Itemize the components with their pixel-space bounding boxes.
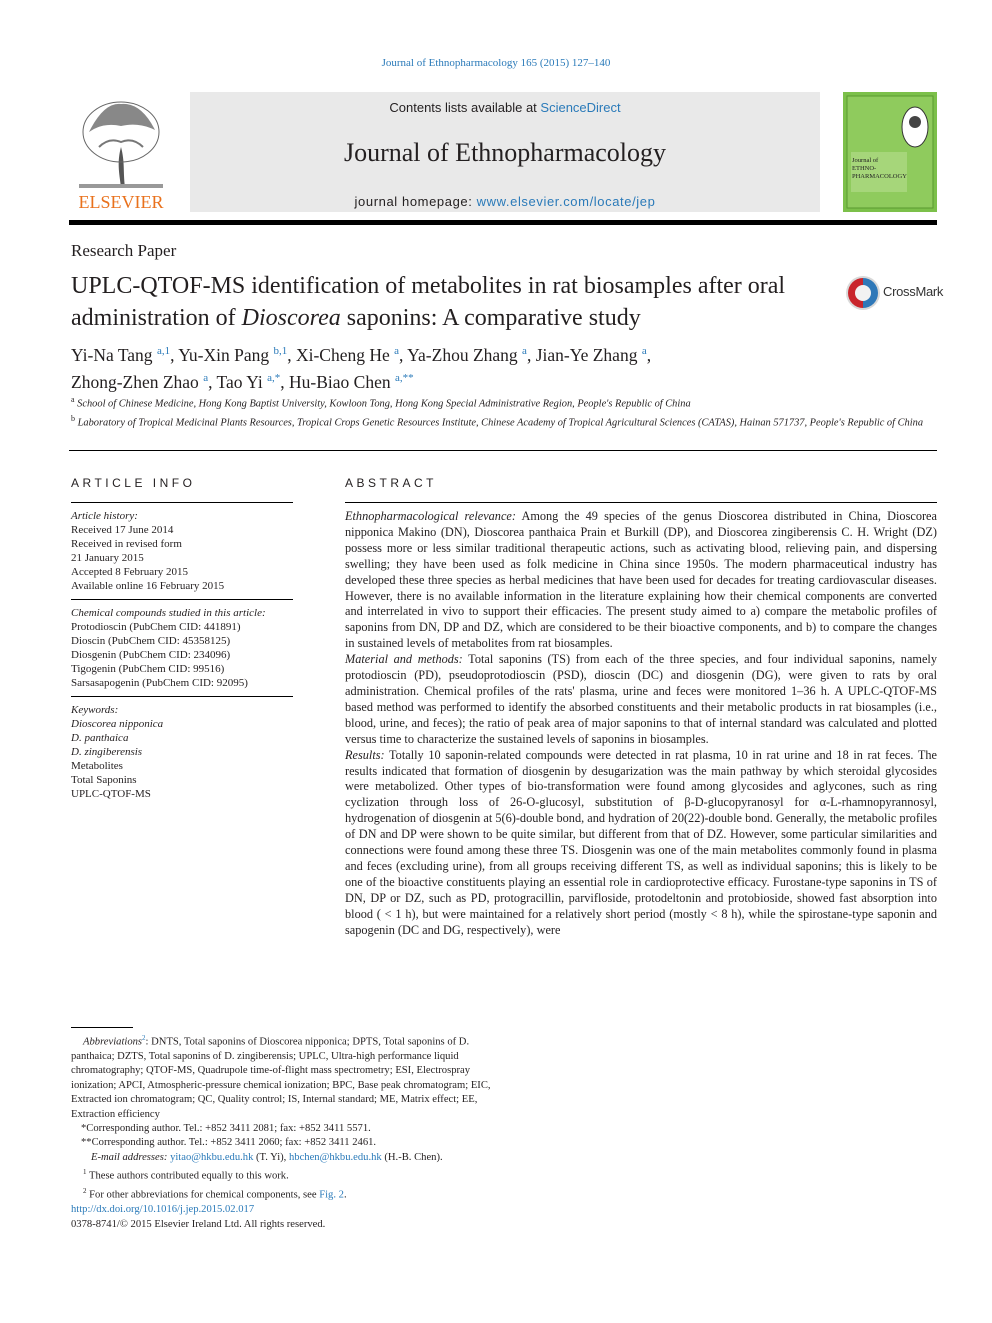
author-name[interactable]: Hu-Biao Chen	[289, 371, 391, 392]
doi-block	[71, 1203, 491, 1232]
header-rule	[69, 220, 937, 225]
affiliation-a: $^a$ School of Chinese Medicine, Hong Kong Baptist University, Kowloon Tong, Hong Kong Special Administrative Region, People's Republic of China	[71, 395, 691, 410]
sciencedirect-link[interactable]: ScienceDirect	[540, 100, 621, 115]
footnote-1: $^1$ These authors contributed equally to this work.	[83, 1168, 289, 1182]
article-title: UPLC-QTOF-MS identification of metabolites in rat biosamples after oral administration of Dioscorea saponins: A comparative study	[71, 273, 786, 331]
email-addresses: E-mail addresses: yitao@hkbu.edu.hk (T. Yi), hbchen@hkbu.edu.hk (H.-B. Chen).	[91, 1151, 443, 1163]
author-name[interactable]: Yi-Na Tang	[71, 344, 153, 365]
cover-line-1: Journal of	[852, 157, 879, 164]
keywords-label: Keywords:	[71, 704, 119, 716]
fig2-link[interactable]: Fig. 2	[319, 1189, 344, 1201]
abstract-methods: Material and methods: Total saponins (TS) from each of the three species, and four individual saponins, namely protodioscin (PD), pseudoprotodioscin (PSD), dioscin (DC) and diosgenin (DG), were given to rats by oral administration. Chemical profiles of the rats' plasma, urine and feces were monitored 1–36 h. A UPLC-QTOF-MS based method was performed to identify the absorbed constituents and their metabolic products in rat biosamples (i.e., blood, urine, and feces); the ratio of peak area of major saponins to that of internal standard was calculated and plotted versus time to characterize the sustained levels of saponins in biosamples.	[345, 652, 937, 746]
compounds-label: Chemical compounds studied in this article:	[71, 607, 266, 619]
compound-item: Protodioscin (PubChem CID: 441891)	[71, 621, 241, 633]
contents-line: Contents lists available at ScienceDirect	[389, 100, 621, 115]
history-item: Received 17 June 2014	[71, 524, 174, 536]
abstract-relevance: Ethnopharmacological relevance: Among the 49 species of the genus Dioscorea distributed in China, Dioscorea nipponica Makino (DN), Dioscorea panthaica Prain et Burkill (DP), and Dioscorea zingiberensis C. H. Wright (DZ) possess more or less similar traditional therapeutic actions, such as activating blood, relieving pain, and dispersing swelling; they have been used as folk medicine in China since 1950s. The modern pharmaceutical industry has developed these three species as herbal medicines that have been used for decades for treating cardiovascular diseases. However, there is no available information in the literature explaining how their chemical components are converted and interrelated in vivo to support their efficacies. The present study aimed to a) compare the metabolic profiles of saponins from DN, DP and DZ, which are considered to be their bioactive components, and b) to compare the changes in sustained levels of metabolites from rat biosamples.	[345, 509, 937, 651]
article-info-heading: ARTICLE INFO	[71, 476, 196, 490]
history-item: Accepted 8 February 2015	[71, 566, 188, 578]
author-name[interactable]: Xi-Cheng He	[295, 344, 390, 365]
crossmark-label: CrossMark	[883, 284, 944, 299]
section-rule	[69, 450, 937, 451]
history-item: 21 January 2015	[71, 552, 144, 564]
doi-link[interactable]: http://dx.doi.org/10.1016/j.jep.2015.02.017	[71, 1204, 255, 1215]
history-item: Received in revised form	[71, 538, 182, 550]
crossmark-badge[interactable]	[845, 275, 944, 311]
keyword-item: Dioscorea nipponica	[71, 718, 164, 730]
keyword-item: Metabolites	[71, 760, 123, 772]
keyword-item: Total Saponins	[71, 774, 137, 786]
article-type: Research Paper	[71, 241, 177, 260]
author-name[interactable]: Ya-Zhou Zhang	[407, 344, 518, 365]
footnotes	[71, 1027, 491, 1203]
cover-line-3: PHARMACOLOGY	[852, 173, 907, 180]
article-info	[71, 476, 293, 801]
email-link-yi[interactable]: yitao@hkbu.edu.hk	[170, 1151, 254, 1163]
journal-cover-thumbnail[interactable]	[843, 92, 937, 212]
compound-item: Sarsasapogenin (PubChem CID: 92095)	[71, 677, 248, 689]
keyword-item: D. panthaica	[71, 732, 129, 744]
footnote-2: $^2$ For other abbreviations for chemical components, see Fig. 2.	[83, 1187, 347, 1201]
author-name[interactable]: Jian-Ye Zhang	[535, 344, 638, 365]
keyword-item: D. zingiberensis	[71, 746, 143, 758]
compound-item: Diosgenin (PubChem CID: 234096)	[71, 649, 231, 661]
author-name[interactable]: Yu-Xin Pang	[178, 344, 270, 365]
keyword-item: UPLC-QTOF-MS	[71, 788, 151, 800]
cover-line-2: ETHNO-	[852, 165, 877, 172]
copyright: 0378-8741/© 2015 Elsevier Ireland Ltd. All rights reserved.	[71, 1218, 326, 1230]
elsevier-tree-logo	[69, 92, 173, 212]
author-name[interactable]: Tao Yi	[216, 371, 263, 392]
crossmark-icon	[845, 275, 881, 311]
journal-citation[interactable]: Journal of Ethnopharmacology 165 (2015) 127–140	[381, 57, 611, 69]
compound-item: Dioscin (PubChem CID: 45358125)	[71, 635, 231, 647]
email-link-chen[interactable]: hbchen@hkbu.edu.hk	[288, 1151, 382, 1163]
affiliations	[71, 393, 931, 431]
affiliation-b: $^b$ Laboratory of Tropical Medicinal Plants Resources, Tropical Crops Genetic Resources Institute, Chinese Academy of Tropical Agricultural Sciences (CATAS), Hainan 571737, People's Republic of China	[71, 413, 924, 429]
corresponding-author-1: *Corresponding author. Tel.: +852 3411 2081; fax: +852 3411 5571.	[81, 1122, 371, 1134]
journal-homepage: journal homepage: www.elsevier.com/locate/jep	[354, 194, 656, 209]
abbreviations-footnote: Abbreviations$^2$: DNTS, Total saponins of Dioscorea nipponica; DPTS, Total saponins of D. panthaica; DZTS, Total saponins of D. zingiberensis; UPLC, Ultra-high performance liquid chromatography; QTOF-MS, Quadrupole time-of-flight mass spectrometry; ESI, Electrospray ionization; APCI, Atmospheric-pressure chemical ionization; BPC, Base peak chromatogram; EIC, Extracted ion chromatogram; QC, Quality control; IS, Internal standard; ME, Matrix effect; EE, Extraction efficiency	[71, 1034, 491, 1120]
homepage-link[interactable]: www.elsevier.com/locate/jep	[476, 194, 656, 209]
compound-item: Tigogenin (PubChem CID: 99516)	[71, 663, 225, 675]
abstract-results: Results: Totally 10 saponin-related compounds were detected in rat plasma, 10 in rat urine and 18 in rat feces. The results indicated that formation of diosgenin by desugarization was the main pathway by which steroidal glycosides were metabolized. Other types of bio-transformation were found among glycosides and aglycones, such as ring cyclization through loss of 26-O-glucosyl, substitution of β-D-glucopyranosyl for α-L-rhamnopyrannosyl, hydrogenation of diosgenin at 5(6)-double bond, and hydration of 20(22)-double bond. Generally, the metabolic profiles of DN and DP were shown to be quite similar, but different from that of DZ. However, some particular similarities and connections were found among these three TS. Diosgenin was one of the main metabolites commonly found in plasma and feces (excluding urine), from all groups receiving different TS, as well as individual saponins; this is likely to be one of the bioactive constituents playing an essential role in cardioprotective efficacy. Furostane-type saponins in TS of DN, DP or DZ, such as PD, protogracillin, parvifloside, protodeltonin and protobioside, showed fast absorption into blood ( < 1 h), but were maintained for a relatively short period (mostly < 8 h), while the spirostane-type saponin and sapogenin (DC and DG, respectively), were	[345, 747, 937, 937]
abstract	[345, 476, 937, 938]
corresponding-author-2: **Corresponding author. Tel.: +852 3411 2060; fax: +852 3411 2461.	[81, 1137, 377, 1149]
journal-name: Journal of Ethnopharmacology	[343, 138, 667, 167]
history-item: Available online 16 February 2015	[71, 580, 225, 592]
abstract-heading: ABSTRACT	[345, 476, 438, 490]
elsevier-wordmark: ELSEVIER	[78, 192, 164, 212]
author-list: Yi-Na Tang $^{a,1}$, Yu-Xin Pang $^{b,1}$, Xi-Cheng He $^a$, Ya-Zhou Zhang $^a$, Jian-Ye Zhang $^a$, Zhong-Zhen Zhao $^a$, Tao Yi $^{a,*}$, Hu-Biao Chen $^{a,**}$	[71, 344, 652, 392]
author-name[interactable]: Zhong-Zhen Zhao	[71, 371, 199, 392]
history-label: Article history:	[71, 510, 138, 522]
